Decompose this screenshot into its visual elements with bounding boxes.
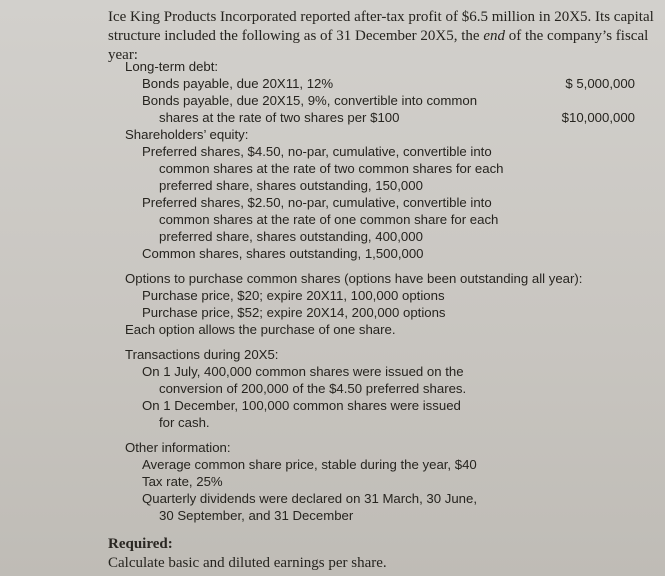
bonds-2011-amount: $ 5,000,000 (565, 76, 635, 91)
intro-line-2-start: structure included the following as of 31 December 20X5, the (108, 28, 484, 44)
share-price-line: Average common share price, stable during the year, $40 (142, 457, 477, 472)
transactions-heading: Transactions during 20X5: (125, 347, 279, 362)
option-52-line: Purchase price, $52; expire 20X14, 200,000 options (142, 305, 446, 320)
pref-450-line-2: common shares at the rate of two common shares for each (159, 161, 504, 176)
common-shares-line: Common shares, shares outstanding, 1,500,000 (142, 246, 424, 261)
transaction-december-line-2: for cash. (159, 415, 210, 430)
equity-heading: Shareholders’ equity: (125, 127, 249, 142)
dividends-line-1: Quarterly dividends were declared on 31 March, 30 June, (142, 491, 477, 506)
bonds-2015-label-line-1: Bonds payable, due 20X15, 9%, convertible into common (142, 93, 478, 108)
intro-line-2-end: of the company’s fiscal year: (108, 28, 649, 63)
option-note: Each option allows the purchase of one share. (125, 322, 396, 337)
dividends-line-2: 30 September, and 31 December (159, 508, 354, 523)
pref-250-line-1: Preferred shares, $2.50, no-par, cumulative, convertible into (142, 195, 492, 210)
transaction-july-line-1: On 1 July, 400,000 common shares were issued on the (142, 364, 464, 379)
bonds-2015-amount: $10,000,000 (561, 110, 635, 125)
transaction-july-line-2: conversion of 200,000 of the $4.50 preferred shares. (159, 381, 467, 396)
transaction-december-line-1: On 1 December, 100,000 common shares were issued (142, 398, 461, 413)
intro-line-1: Ice King Products Incorporated reported after-tax profit of $6.5 million in 20X5. Its capital (108, 9, 654, 25)
pref-250-line-3: preferred share, shares outstanding, 400,000 (159, 229, 423, 244)
required-heading: Required: (108, 536, 173, 552)
bonds-2011-label: Bonds payable, due 20X11, 12% (142, 76, 334, 91)
other-info-heading: Other information: (125, 440, 231, 455)
bonds-2015-label-line-2: shares at the rate of two shares per $100 (159, 110, 400, 125)
intro-paragraph (108, 8, 656, 65)
pref-450-line-3: preferred share, shares outstanding, 150,000 (159, 178, 423, 193)
options-heading: Options to purchase common shares (options have been outstanding all year): (125, 271, 583, 286)
pref-250-line-2: common shares at the rate of one common share for each (159, 212, 499, 227)
pref-450-line-1: Preferred shares, $4.50, no-par, cumulative, convertible into (142, 144, 492, 159)
required-text: Calculate basic and diluted earnings per share. (108, 555, 387, 571)
option-20-line: Purchase price, $20; expire 20X11, 100,000 options (142, 288, 445, 303)
tax-rate-line: Tax rate, 25% (142, 474, 223, 489)
intro-emphasis: end (483, 28, 505, 44)
long-term-debt-heading: Long-term debt: (125, 59, 219, 74)
